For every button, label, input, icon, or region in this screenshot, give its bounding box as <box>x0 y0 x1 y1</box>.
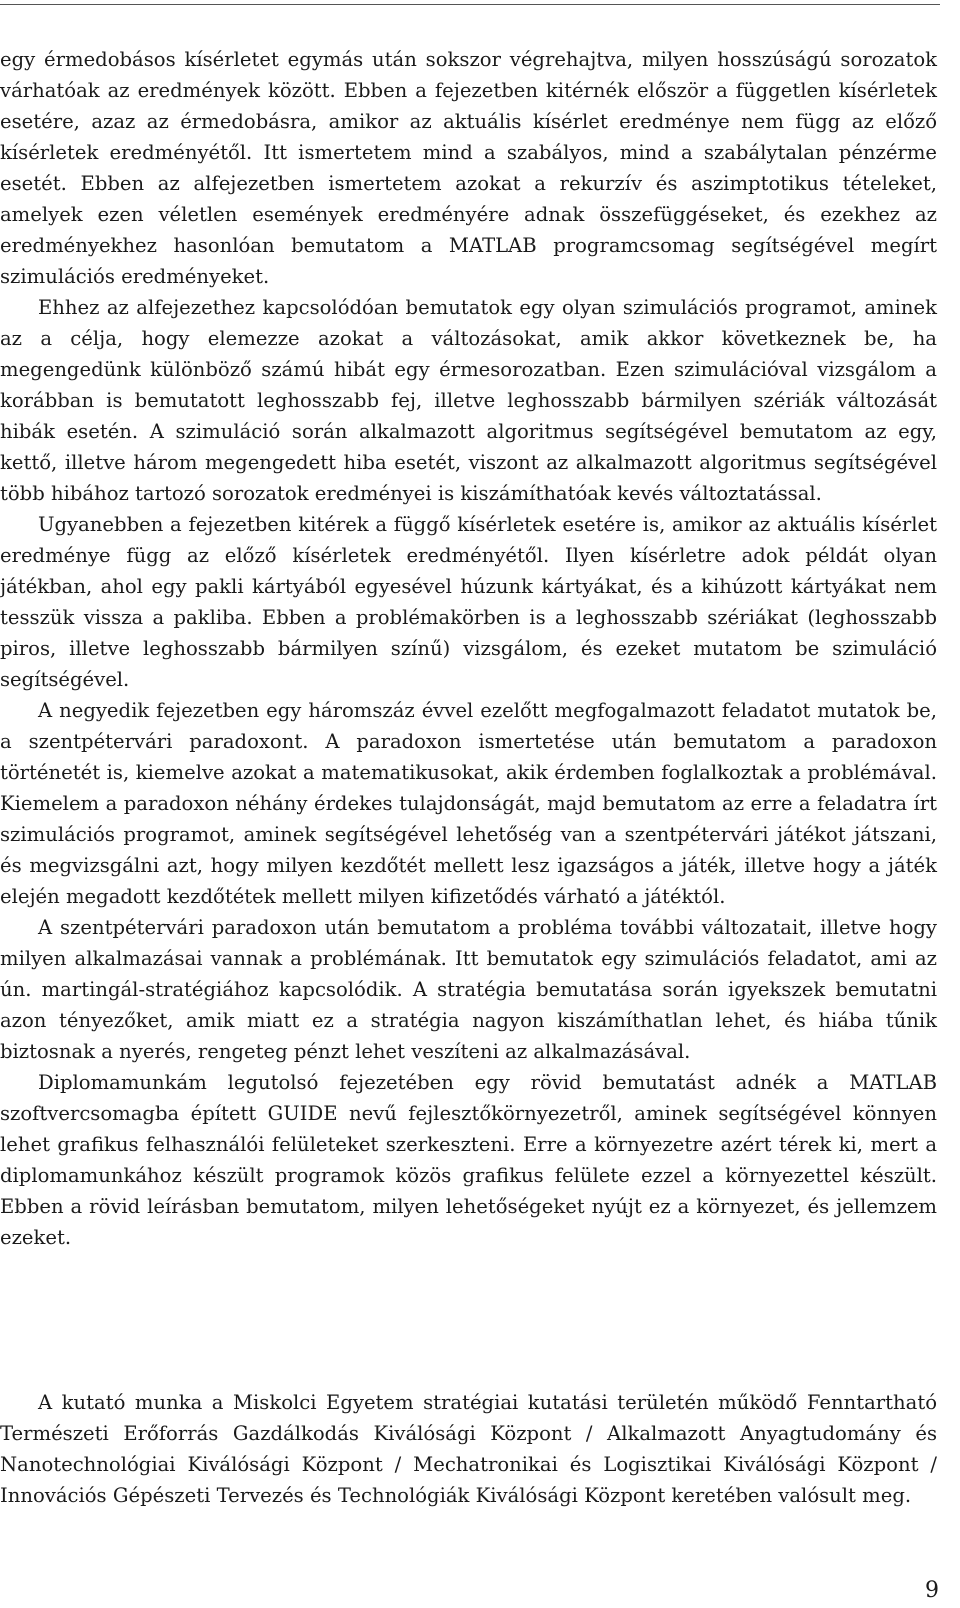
paragraph: A negyedik fejezetben egy háromszáz évvel ezelőtt megfogalmazott feladatot mutatok be, a szentpétervári paradoxont. A paradoxon ismertetése után bemutatom a paradoxon történetét is, kiemelve azokat a matematikusokat, akik érdemben foglalkoztak a problémával. Kiemelem a paradoxon néhány érdekes tulajdonságát, majd bemutatom az erre a feladatra írt szimulációs programot, aminek segítségével lehetőség van a szentpétervári játékot játszani, és megvizsgálni azt, hogy milyen kezdőtét mellett lesz igazságos a játék, illetve hogy a játék elején megadott kezdőtétek mellett milyen kifizetődés várható a játéktól. <box>0 699 937 908</box>
paragraph: A szentpétervári paradoxon után bemutatom a probléma további változatait, illetve hogy milyen alkalmazásai vannak a problémának. Itt bemutatok egy szimulációs feladatot, ami az ún. martingál-stratégiához kapcsolódik. A stratégia bemutatása során igyekszek bemutatni azon tényezőket, amik miatt ez a stratégia nagyon kiszámíthatlan lehet, és hiába tűnik biztosnak a nyerés, rengeteg pénzt lehet veszíteni az alkalmazásával. <box>0 916 937 1063</box>
paragraph: Ehhez az alfejezethez kapcsolódóan bemutatok egy olyan szimulációs programot, aminek az a célja, hogy elemezze azokat a változásokat, amik akkor következnek be, ha megengedünk különböző számú hibát egy érmesorozatban. Ezen szimulációval vizsgálom a korábban is bemutatott leghosszabb fej, illetve leghosszabb bármilyen szériák változását hibák esetén. A szimuláció során alkalmazott algoritmus segítségével bemutatom az egy, kettő, illetve három megengedett hiba esetét, viszont az alkalmazott algoritmus segítségével több hibához tartozó sorozatok eredményei is kiszámíthatóak kevés változtatással. <box>0 296 937 505</box>
paragraph: Diplomamunkám legutolsó fejezetében egy rövid bemutatást adnék a MATLAB szoftvercsomagba épített GUIDE nevű fejlesztőkörnyezetről, aminek segítségével könnyen lehet grafikus felhasználói felületeket szerkeszteni. Erre a környezetre azért térek ki, mert a diplomamunkához készült programok közös grafikus felülete ezzel a környezettel készült. Ebben a rövid leírásban bemutatom, milyen lehetőségeket nyújt ez a környezet, és jellemzem ezeket. <box>0 1071 937 1249</box>
funding-note-block <box>0 1387 937 1511</box>
header-rule <box>0 4 940 5</box>
page-number: 9 <box>925 1578 939 1603</box>
body-text <box>0 44 937 1253</box>
paragraph: Ugyanebben a fejezetben kitérek a függő kísérletek esetére is, amikor az aktuális kísérlet eredménye függ az előző kísérletek eredményétől. Ilyen kísérletre adok példát olyan játékban, ahol egy pakli kártyából egyesével húzunk kártyákat, és a kihúzott kártyákat nem tesszük vissza a pakliba. Ebben a problémakörben is a leghosszabb szériákat (leghosszabb piros, illetve leghosszabb bármilyen színű) vizsgálom, és ezeket mutatom be szimuláció segítségével. <box>0 513 937 691</box>
funding-note: A kutató munka a Miskolci Egyetem stratégiai kutatási területén működő Fenntartható Természeti Erőforrás Gazdálkodás Kiválósági Központ / Alkalmazott Anyagtudomány és Nanotechnológiai Kiválósági Központ / Mechatronikai és Logisztikai Kiválósági Központ / Innovációs Gépészeti Tervezés és Technológiák Kiválósági Központ keretében valósult meg. <box>0 1391 937 1507</box>
paragraph-continuation: egy érmedobásos kísérletet egymás után sokszor végrehajtva, milyen hosszúságú sorozatok várhatóak az eredmények között. Ebben a fejezetben kitérnék először a független kísérletek esetére, azaz az érmedobásra, amikor az aktuális kísérlet eredménye nem függ az előző kísérletek eredményétől. Itt ismertetem mind a szabályos, mind a szabálytalan pénzérme esetét. Ebben az alfejezetben ismertetem azokat a rekurzív és aszimptotikus tételeket, amelyek ezen véletlen események eredményére adnak összefüggéseket, és ezekhez az eredményekhez hasonlóan bemutatom a MATLAB programcsomag segítségével megírt szimulációs eredményeket. <box>0 48 937 288</box>
